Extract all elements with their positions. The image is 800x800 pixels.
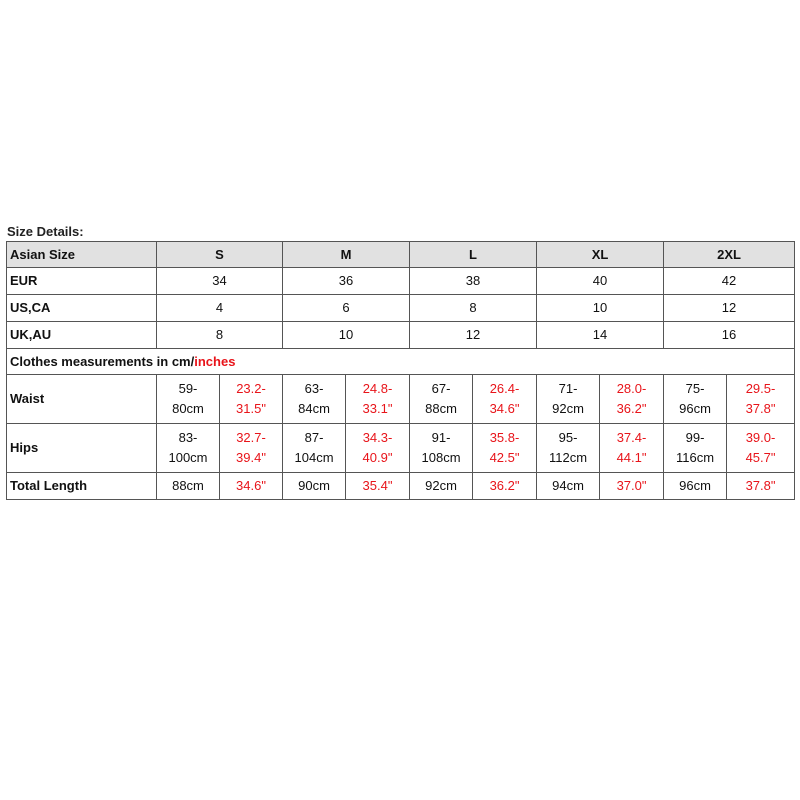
conversion-value: 10 bbox=[537, 295, 664, 322]
cm-line: 88cm bbox=[172, 478, 204, 493]
inch-line: 28.0- bbox=[616, 381, 647, 396]
inch-line: 31.5" bbox=[236, 401, 266, 416]
cm-line: 116cm bbox=[676, 450, 715, 465]
cm-line: 67- bbox=[431, 381, 451, 396]
conversion-value: 12 bbox=[410, 322, 537, 349]
cm-value bbox=[664, 473, 727, 500]
inch-line: 33.1" bbox=[362, 401, 393, 416]
inch-value bbox=[346, 424, 410, 473]
inch-line: 35.4" bbox=[362, 478, 393, 493]
inch-value bbox=[473, 375, 537, 424]
cm-line: 92cm bbox=[425, 478, 457, 493]
header-label: Asian Size bbox=[7, 242, 157, 268]
cm-line: 108cm bbox=[421, 450, 461, 465]
inch-value bbox=[727, 424, 795, 473]
inch-value bbox=[727, 473, 795, 500]
cm-line: 90cm bbox=[298, 478, 330, 493]
inch-value bbox=[600, 424, 664, 473]
cm-value bbox=[664, 424, 727, 473]
conversion-row bbox=[7, 268, 795, 295]
cm-value bbox=[664, 375, 727, 424]
measurements-heading bbox=[7, 349, 795, 375]
row-label: Hips bbox=[7, 424, 157, 473]
cm-value bbox=[157, 473, 220, 500]
inch-line: 42.5" bbox=[489, 450, 520, 465]
size-table bbox=[6, 241, 795, 500]
measurement-row bbox=[7, 473, 795, 500]
inches-highlight: inches bbox=[194, 353, 236, 369]
inch-value bbox=[346, 473, 410, 500]
row-label: EUR bbox=[7, 268, 157, 295]
inch-line: 37.8" bbox=[745, 478, 776, 493]
row-label: US,CA bbox=[7, 295, 157, 322]
inch-value bbox=[346, 375, 410, 424]
cm-line: 83- bbox=[178, 430, 198, 445]
inch-line: 45.7" bbox=[745, 450, 776, 465]
cm-line: 95- bbox=[558, 430, 578, 445]
inch-line: 39.0- bbox=[745, 430, 776, 445]
row-label: Total Length bbox=[7, 473, 157, 500]
conversion-value: 40 bbox=[537, 268, 664, 295]
inch-line: 36.2" bbox=[616, 401, 647, 416]
cm-line: 84cm bbox=[298, 401, 330, 416]
conversion-value: 8 bbox=[157, 322, 283, 349]
inch-value bbox=[220, 473, 283, 500]
cm-value bbox=[537, 473, 600, 500]
inch-value bbox=[220, 375, 283, 424]
inch-line: 34.6" bbox=[489, 401, 520, 416]
size-table-body bbox=[7, 242, 795, 500]
conversion-value: 6 bbox=[283, 295, 410, 322]
conversion-value: 8 bbox=[410, 295, 537, 322]
conversion-value: 34 bbox=[157, 268, 283, 295]
conversion-value: 4 bbox=[157, 295, 283, 322]
cm-line: 63- bbox=[304, 381, 324, 396]
inch-value bbox=[473, 473, 537, 500]
inch-line: 40.9" bbox=[362, 450, 393, 465]
cm-value bbox=[537, 375, 600, 424]
inch-line: 26.4- bbox=[489, 381, 520, 396]
cm-value bbox=[410, 473, 473, 500]
size-header-s: S bbox=[157, 242, 283, 268]
measurements-heading-row bbox=[7, 349, 795, 375]
conversion-value: 10 bbox=[283, 322, 410, 349]
row-label: Waist bbox=[7, 375, 157, 424]
size-header-2xl: 2XL bbox=[664, 242, 795, 268]
cm-line: 88cm bbox=[425, 401, 457, 416]
size-header-m: M bbox=[283, 242, 410, 268]
measurement-row bbox=[7, 424, 795, 473]
cm-line: 100cm bbox=[168, 450, 208, 465]
cm-value bbox=[410, 375, 473, 424]
size-chart bbox=[6, 222, 794, 500]
cm-line: 59- bbox=[178, 381, 198, 396]
inch-line: 34.6" bbox=[236, 478, 266, 493]
conversion-value: 42 bbox=[664, 268, 795, 295]
cm-value bbox=[157, 424, 220, 473]
inch-line: 37.8" bbox=[745, 401, 776, 416]
cm-value bbox=[410, 424, 473, 473]
inch-value bbox=[727, 375, 795, 424]
conversion-value: 38 bbox=[410, 268, 537, 295]
cm-line: 96cm bbox=[679, 401, 711, 416]
cm-value bbox=[283, 424, 346, 473]
cm-value bbox=[283, 375, 346, 424]
cm-value bbox=[537, 424, 600, 473]
inch-line: 35.8- bbox=[489, 430, 520, 445]
inch-line: 36.2" bbox=[489, 478, 520, 493]
inch-line: 23.2- bbox=[236, 381, 266, 396]
cm-value bbox=[157, 375, 220, 424]
conversion-row bbox=[7, 295, 795, 322]
conversion-value: 12 bbox=[664, 295, 795, 322]
inch-value bbox=[600, 473, 664, 500]
inch-line: 32.7- bbox=[236, 430, 266, 445]
size-header-l: L bbox=[410, 242, 537, 268]
inch-line: 37.0" bbox=[616, 478, 647, 493]
cm-line: 112cm bbox=[549, 450, 588, 465]
cm-line: 104cm bbox=[294, 450, 334, 465]
inch-line: 29.5- bbox=[745, 381, 776, 396]
conversion-value: 36 bbox=[283, 268, 410, 295]
size-header-xl: XL bbox=[537, 242, 664, 268]
inch-value bbox=[220, 424, 283, 473]
inch-value bbox=[600, 375, 664, 424]
inch-line: 44.1" bbox=[616, 450, 647, 465]
cm-value bbox=[283, 473, 346, 500]
row-label: UK,AU bbox=[7, 322, 157, 349]
inch-line: 34.3- bbox=[362, 430, 393, 445]
cm-line: 87- bbox=[304, 430, 324, 445]
page-title: Size Details: bbox=[7, 224, 84, 239]
header-row bbox=[7, 242, 795, 268]
cm-line: 80cm bbox=[172, 401, 204, 416]
cm-line: 92cm bbox=[552, 401, 584, 416]
cm-line: 91- bbox=[431, 430, 451, 445]
inch-value bbox=[473, 424, 537, 473]
cm-line: 96cm bbox=[679, 478, 711, 493]
measurements-heading-text: Clothes measurements in cm/ bbox=[10, 353, 195, 369]
cm-line: 75- bbox=[685, 381, 705, 396]
cm-line: 94cm bbox=[552, 478, 584, 493]
conversion-value: 16 bbox=[664, 322, 795, 349]
conversion-row bbox=[7, 322, 795, 349]
cm-line: 99- bbox=[685, 430, 705, 445]
inch-line: 24.8- bbox=[362, 381, 393, 396]
inch-line: 37.4- bbox=[616, 430, 647, 445]
inch-line: 39.4" bbox=[236, 450, 266, 465]
measurement-row bbox=[7, 375, 795, 424]
cm-line: 71- bbox=[558, 381, 578, 396]
conversion-value: 14 bbox=[537, 322, 664, 349]
